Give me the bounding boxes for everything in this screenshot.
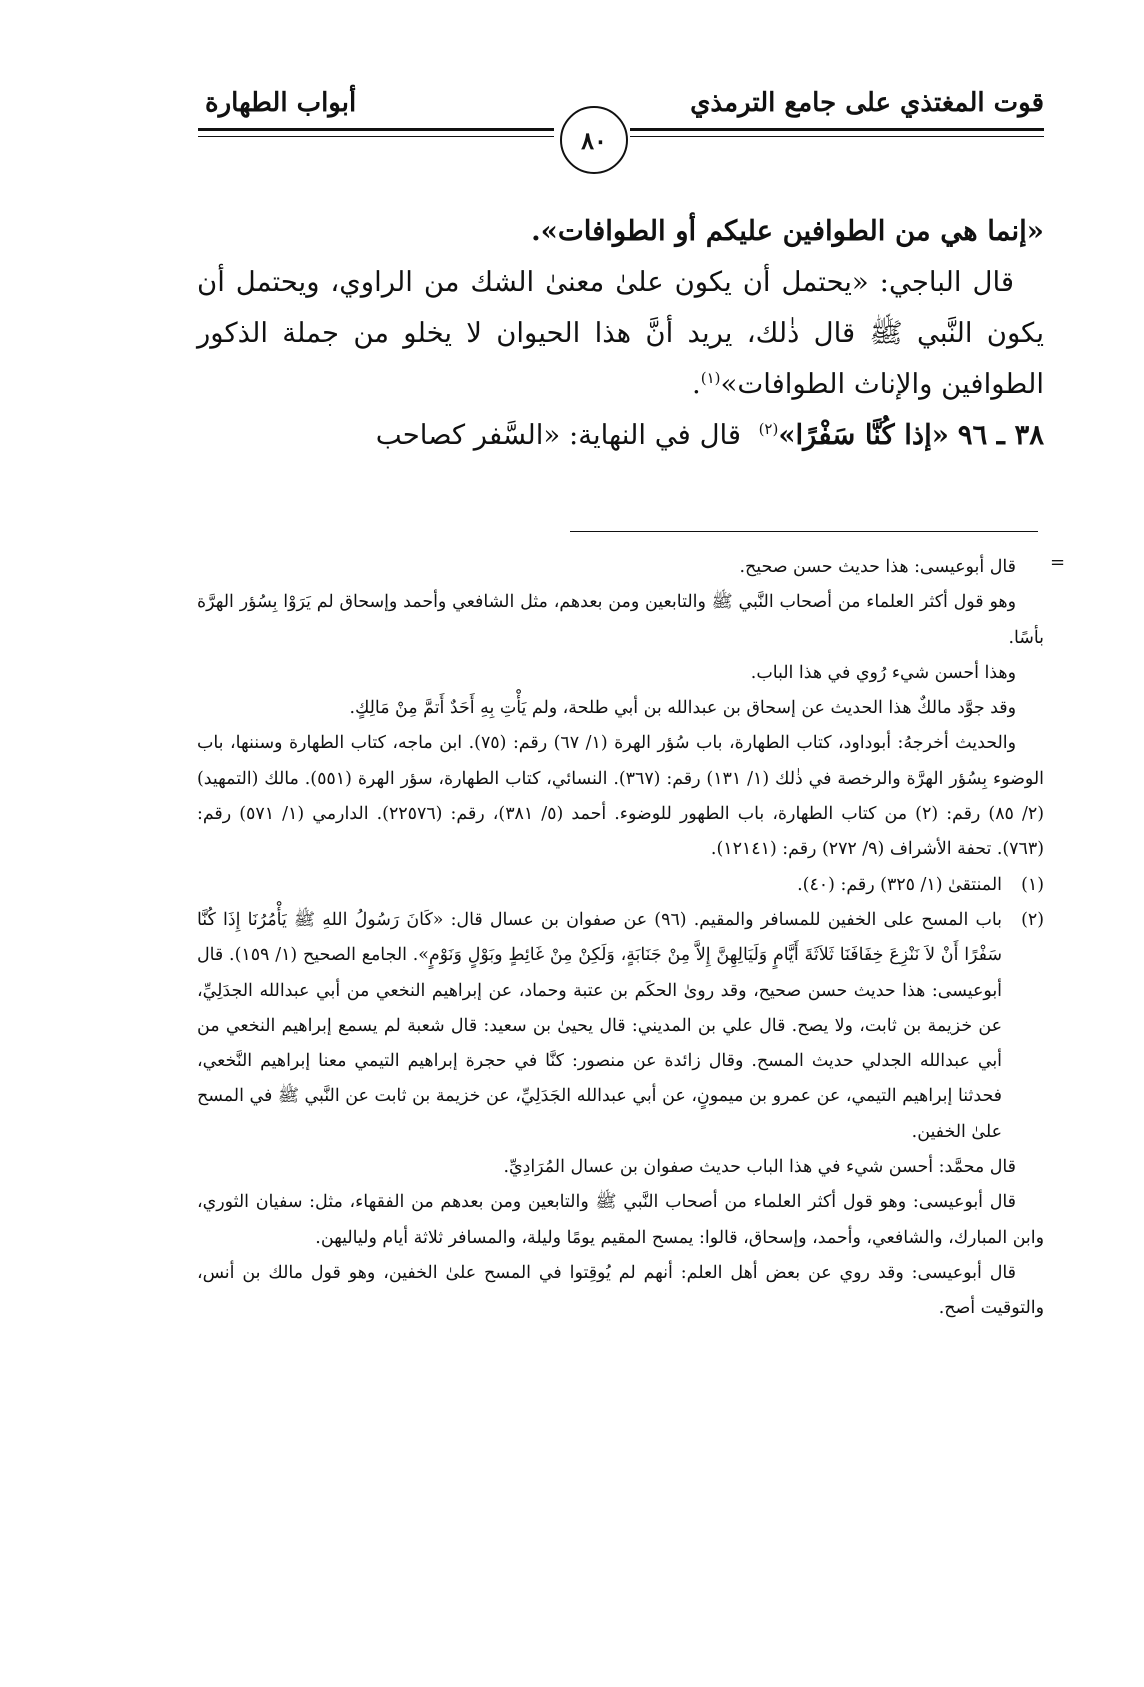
footnote-continued-line: والحديث أخرجهُ: أبوداود، كتاب الطهارة، باب سُؤر الهرة (١/ ٦٧) رقم: (٧٥). ابن ماجه، كتاب الطهارة وسننها، باب الوضوء بِسُؤر الهرَّة والرخصة في ذٰلك (١/ ١٣١) رقم: (٣٦٧). النسائي، كتاب الطهارة، سؤر الهرة (٥٥١). مالك (التمهيد) (٢/ ٨٥) رقم: (٢) من كتاب الطهارة، باب الطهور للوضوء. أحمد (٥/ ٣٨١)، رقم: (٢٢٥٧٦). الدارمي (١/ ٥٧١) رقم: (٧٦٣). تحفة الأشراف (٩/ ٢٧٢) رقم: (١٢١٤١). <box>197 733 1044 860</box>
footnote-continued-line: وهذا أحسن شيء رُوي في هذا الباب. <box>750 662 1016 683</box>
footnote-2-paragraph: قال محمَّد: أحسن شيء في هذا الباب حديث صفوان بن عسال المُرَادِيِّ. <box>503 1157 1016 1178</box>
page-number: ٨٠ <box>560 106 628 174</box>
running-head-section-title: أبواب الطهارة <box>205 88 357 118</box>
footnote-2-paragraph: قال أبوعيسى: وهو قول أكثر العلماء من أصحاب النَّبي ﷺ والتابعين ومن بعدهم من الفقهاء، مثل: سفيان الثوري، وابن المبارك، والشافعي، وأحمد، وإسحاق، قالوا: يمسح المقيم يومًا وليلة، والمسافر ثلاثة أيام ولياليهن. <box>197 1192 1044 1248</box>
header-rule-left-bottom <box>198 136 554 137</box>
footnote-2 <box>197 903 1044 1150</box>
main-paragraph-end: . <box>691 368 701 400</box>
running-head-book-title: قوت المغتذي على جامع الترمذي <box>690 88 1044 118</box>
entry-number: ٣٨ ـ ٩٦ <box>957 419 1044 451</box>
hadith-quote-line: «إنما هي من الطوافين عليكم أو الطوافات». <box>531 215 1044 247</box>
entry-line <box>197 410 1044 461</box>
footnotes <box>197 550 1044 1327</box>
footnote-continued-line: وهو قول أكثر العلماء من أصحاب النَّبي ﷺ والتابعين ومن بعدهم، مثل الشافعي وأحمد وإسحاق لم يَرَوْا بِسُؤر الهرَّة بأسًا. <box>197 592 1044 648</box>
main-paragraph <box>197 257 1044 410</box>
footnote-1-text: المنتقىٰ (١/ ٣٢٥) رقم: (٤٠). <box>797 874 1002 895</box>
footnote-separator <box>570 531 1038 532</box>
header-rule-left-top <box>198 128 554 131</box>
footnote-ref-1: (١) <box>700 368 721 387</box>
main-paragraph-text: قال الباجي: «يحتمل أن يكون علىٰ معنىٰ الشك من الراوي، ويحتمل أن يكون النَّبي ﷺ قال ذٰلك، يريد أنَّ هذا الحيوان لا يخلو من جملة الذكور الطوافين والإناث الطوافات» <box>197 266 1044 400</box>
footnote-1-number: (١) <box>1021 874 1044 895</box>
continuation-mark: = <box>1050 552 1066 573</box>
footnote-continued-line: وقد جوَّد مالكٌ هذا الحديث عن إسحاق بن عبدالله بن أبي طلحة، ولم يَأْتِ بِهِ أَحَدٌ أَتمَّ مِنْ مَالِكٍ. <box>349 698 1016 719</box>
footnote-1 <box>197 868 1044 903</box>
main-text <box>197 206 1044 461</box>
footnote-2-text: باب المسح على الخفين للمسافر والمقيم. (٩٦) عن صفوان بن عسال قال: «كَانَ رَسُولُ اللهِ ﷺ يَأْمُرُنَا إِذَا كُنَّا سَفْرًا أَنْ لاَ نَنْزِعَ خِفَافَنَا ثَلاَثَةَ أَيَّامٍ وَلَيَالِهِنَّ إِلاَّ مِنْ جَنَابَةٍ، وَلَكِنْ مِنْ غَائِطٍ وبَوْلٍ وَنَوْمٍ». الجامع الصحيح (١/ ١٥٩). قال أبوعيسى: هذا حديث حسن صحيح، وقد روىٰ الحكَم بن عتبة وحماد، عن إبراهيم النخعي من أبي عبدالله الجدَلِيِّ، عن خزيمة بن ثابت، ولا يصح. قال علي بن المديني: قال يحيىٰ بن سعيد: قال شعبة لم يسمع إبراهيم النخعي من أبي عبدالله الجدلي حديث المسح. وقال زائدة عن منصور: كنَّا في حجرة إبراهيم التيمي معنا إبراهيم النَّخعي، فحدثنا إبراهيم التيمي، عن عمرو بن ميمونٍ، عن أبي عبدالله الجَدَلِيِّ، عن خزيمة بن ثابت عن النَّبي ﷺ في المسح علىٰ الخفين. <box>197 909 1003 1142</box>
footnote-continued-line: قال أبوعيسى: هذا حديث حسن صحيح. <box>739 557 1016 577</box>
header-rule-right-top <box>630 128 1044 131</box>
footnote-2-number: (٢) <box>1021 909 1044 930</box>
entry-text: قال في النهاية: «السَّفر كصاحب <box>375 419 742 451</box>
footnote-2-paragraph: قال أبوعيسى: وقد روي عن بعض أهل العلم: أنهم لم يُوقِتوا في المسح علىٰ الخفين، وهو قول مالك بن أنس، والتوقيت أصح. <box>197 1262 1044 1319</box>
header-rule-right-bottom <box>630 136 1044 137</box>
footnote-ref-2: (٢) <box>758 419 779 438</box>
entry-heading: «إذا كُنَّا سَفْرًا» <box>778 419 949 451</box>
